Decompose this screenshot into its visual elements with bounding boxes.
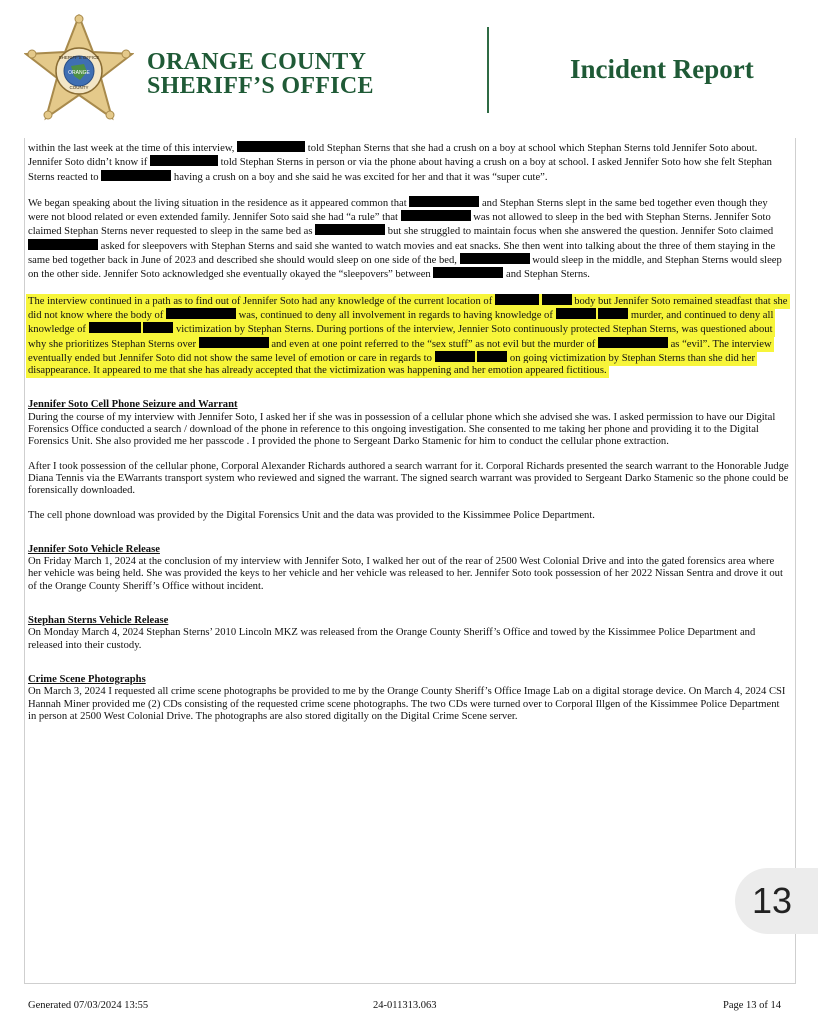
section-text: During the course of my interview with Jennifer Soto, I asked her if she was in possession of a cellular phone which she advised she was. I asked permission to have our Digital Forensics Office conducted a search / download of the phone in reference to this ongoing investigation. She consented to me taking her phone and providing it to the Digital Forensics Unit. She also provided me her passcode . I provided the phone to Sergeant Darko Stamenic for him to conduct the cellular phone extraction. (28, 411, 776, 448)
header-divider (487, 27, 489, 113)
sheriff-star-badge (24, 14, 134, 122)
redaction-box (409, 196, 479, 207)
redaction-box (598, 308, 628, 319)
paragraph-crush: within the last week at the time of this interview, told Stephan Sterns that she had a crush on a boy at school which Stephan Sterns told Jennifer Soto about. Jennifer Soto didn’t know if told Stephan Sterns in person or via the phone about having a crush on a boy at school. I asked Jennifer Soto how she felt Stephan Sterns reacted to having a crush on a boy and she said he was excited for her and that it was “super cute”. (28, 143, 772, 183)
svg-text:COUNTY: COUNTY (69, 85, 89, 90)
redaction-box (237, 141, 305, 152)
section-text: On March 3, 2024 I requested all crime scene photographs be provided to me by the Orange County Sheriff’s Office Image Lab on a digital storage device. On March 4, 2024 CSI Hannah Miner provided me (2) CDs consisting of the requested crime scene photographs. The two CDs were turned over to Corporal Illgen of the Kissimmee Police Department in person at 2500 West Colonial Drive. The photographs are also stored digitally on the Digital Crime Scene server. (28, 686, 786, 722)
footer-page: Page 13 of 14 (723, 1000, 782, 1011)
redaction-box (150, 155, 218, 166)
redaction-box (401, 210, 471, 221)
footer-case-number: 24-011313.063 (373, 1000, 437, 1011)
redaction-box (143, 322, 173, 333)
section-heading-crime-scene: Crime Scene Photographs (28, 673, 146, 685)
redaction-box (495, 294, 539, 305)
redaction-box (435, 351, 475, 362)
agency-name-line1: ORANGE COUNTY (147, 49, 367, 75)
redaction-box (598, 337, 668, 348)
redaction-box (101, 170, 171, 181)
redaction-box (28, 239, 98, 250)
redaction-box (89, 322, 141, 333)
report-title: Incident Report (570, 54, 754, 84)
section-text: On Friday March 1, 2024 at the conclusion of my interview with Jennifer Soto, I walked her out of the rear of 2500 West Colonial Drive and into the gated forensics area where her vehicle was being held. She was provided the keys to her vehicle and her vehicle was released to her. Jennifer Soto took possession of her 2022 Nissan Sentra and drove it out of the Orange County Sheriff’s Office without incident. (28, 556, 783, 592)
svg-text:ORANGE: ORANGE (68, 70, 90, 76)
svg-text:SHERIFF'S OFFICE: SHERIFF'S OFFICE (58, 55, 100, 60)
redaction-box (199, 337, 269, 348)
redaction-box (433, 267, 503, 278)
redaction-box (556, 308, 596, 319)
redaction-box (542, 294, 572, 305)
highlighter-mark: The interview continued in a path as to find out of Jennifer Soto had any knowledge of the current location of body but Jennifer Soto remained steadfast that she did not know where the body of was, continued to deny all involvement in regards to having knowledge of murder, and continued to deny all knowledge of victimization by Stephan Sterns. During portions of the interview, Jennier Soto continuously protected Stephan Sterns, was questioned about why she prioritizes Stephan Sterns over and even at one point referred to the “sex stuff” as not evil but the murder of as “evil”. The interview eventually ended but Jennifer Soto did not show the same level of emotion or care in regards to on going victimization by Stephan Sterns than she did her disappearance. It appeared to me that she has already accepted that the victimization was happening and her emotion appeared fictitious. (28, 295, 788, 377)
redaction-box (166, 308, 236, 319)
redaction-box (460, 253, 530, 264)
redaction-box (477, 351, 507, 362)
section-text: On Monday March 4, 2024 Stephan Sterns’ 2010 Lincoln MKZ was released from the Orange County Sheriff’s Office and towed by the Kissimmee Police Department and released into their custody. (28, 627, 756, 651)
footer-generated: Generated 07/03/2024 13:55 (28, 1000, 149, 1011)
page-number-badge: 13 (735, 868, 818, 934)
section-text: The cell phone download was provided by the Digital Forensics Unit and the data was provided to the Kissimmee Police Department. (28, 509, 595, 521)
paragraph-living-situation: We began speaking about the living situation in the residence as it appeared common that and Stephan Sterns slept in the same bed together even though they were not blood related or even extended family. Jennifer Soto said she had “a rule” that was not allowed to sleep in the bed with Stephan Sterns. Jennifer Soto claimed Stephan Sterns never requested to sleep in the same bed as but she struggled to maintain focus when she answered the question. Jennifer Soto claimed asked for sleepovers with Stephan Sterns and said she wanted to watch movies and eat snacks. She then went into talking about the three of them staying in the same bed together back in June of 2023 and described she should would sleep on one side of the bed, would sleep in the middle, and Stephan Sterns would sleep on the other side. Jennifer Soto acknowledged she eventually okayed the “sleepovers” between and Stephan Sterns. (28, 197, 782, 281)
agency-name-line2: SHERIFF’S OFFICE (147, 73, 374, 99)
section-text: After I took possession of the cellular phone, Corporal Alexander Richards authored a search warrant for it. Corporal Richards presented the search warrant to the Honorable Judge Diana Tennis via the EWarrants transport system who reviewed and signed the warrant. The signed search warrant was provided to Sergeant Darko Stamenic so the phone could be forensically downloaded. (28, 460, 789, 497)
section-heading-sterns-vehicle: Stephan Sterns Vehicle Release (28, 615, 169, 627)
paragraph-interview-highlighted (28, 294, 790, 378)
agency-name (147, 50, 374, 98)
report-body (28, 141, 790, 735)
section-heading-cell-phone: Jennifer Soto Cell Phone Seizure and Warrant (28, 399, 238, 411)
section-heading-soto-vehicle: Jennifer Soto Vehicle Release (28, 543, 160, 555)
redaction-box (315, 224, 385, 235)
